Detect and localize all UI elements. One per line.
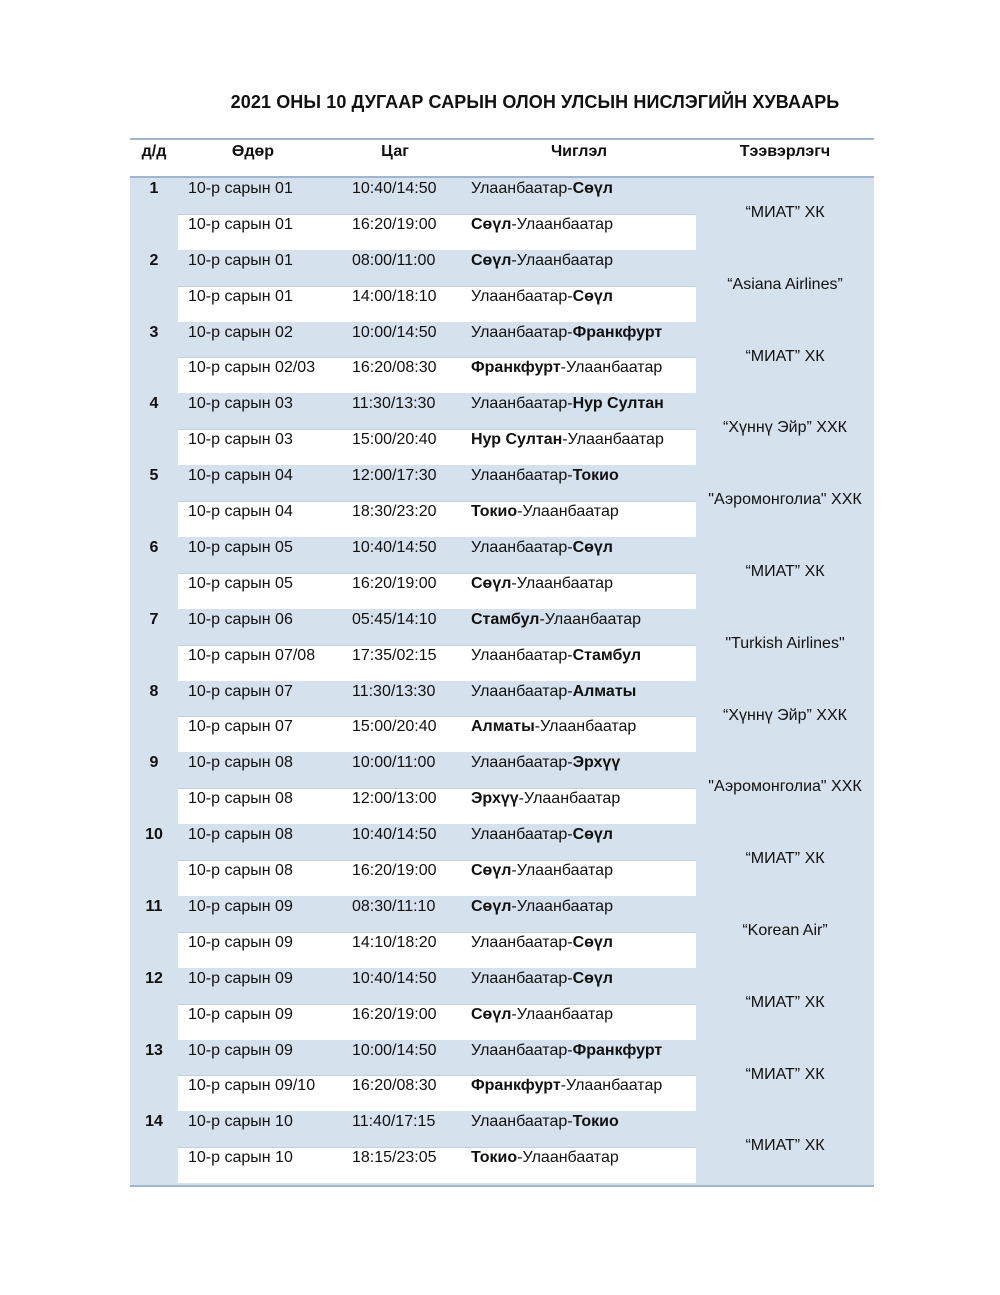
flight-group xyxy=(130,465,874,537)
carrier-name: “МИАТ” ХК xyxy=(745,1065,825,1083)
origin-city: Сөүл xyxy=(471,898,512,915)
flight-direction xyxy=(471,395,664,413)
flight-time: 05:45/14:10 xyxy=(352,610,437,628)
flight-date: 10-р сарын 09 xyxy=(188,898,293,915)
direction-separator: - xyxy=(567,180,573,197)
flight-direction xyxy=(471,862,613,880)
origin-city: Улаанбаатар xyxy=(471,287,568,305)
table-row xyxy=(178,322,696,358)
origin-city: Франкфурт xyxy=(471,1077,561,1095)
direction-separator: - xyxy=(567,323,573,341)
flight-time: 10:40/14:50 xyxy=(352,539,437,556)
row-number: 14 xyxy=(145,1113,163,1131)
flight-time: 16:20/08:30 xyxy=(352,1077,437,1095)
destination-city: Улаанбаатар xyxy=(544,610,642,628)
table-body xyxy=(130,178,874,1187)
destination-city: Улаанбаатар xyxy=(540,718,637,736)
flight-time: 18:15/23:05 xyxy=(352,1149,437,1167)
direction-separator: - xyxy=(567,1041,573,1059)
row-number: 1 xyxy=(149,180,159,197)
carrier-name: "Аэромонголиа" ХХК xyxy=(708,778,862,796)
destination-city: Улаанбаатар xyxy=(567,431,664,449)
flight-direction xyxy=(471,1042,662,1060)
destination-city: Алматы xyxy=(572,682,637,700)
table-row xyxy=(178,968,696,1004)
table-header xyxy=(130,138,874,178)
flight-date: 10-р сарын 07 xyxy=(188,718,293,736)
flight-time: 10:40/14:50 xyxy=(352,969,437,987)
flight-date: 10-р сарын 08 xyxy=(188,790,293,808)
header-time: Цаг xyxy=(381,143,409,160)
flight-date: 10-р сарын 01 xyxy=(188,215,293,233)
flight-direction xyxy=(471,539,613,557)
table-row xyxy=(178,286,696,322)
flight-date: 10-р сарын 05 xyxy=(188,539,293,556)
table-row xyxy=(178,788,696,824)
flight-direction xyxy=(471,359,662,377)
origin-city: Улаанбаатар xyxy=(471,682,568,700)
carrier-name: "Turkish Airlines" xyxy=(725,634,845,652)
destination-city: Франкфурт xyxy=(572,323,663,341)
flight-time: 11:40/17:15 xyxy=(352,1113,436,1131)
origin-city: Сөүл xyxy=(471,1005,512,1023)
flight-date: 10-р сарын 09 xyxy=(188,1005,293,1023)
flight-time: 08:30/11:10 xyxy=(352,898,436,915)
destination-city: Сөүл xyxy=(572,539,613,556)
destination-city: Нур Султан xyxy=(572,395,664,413)
direction-separator: - xyxy=(560,359,566,377)
destination-city: Улаанбаатар xyxy=(516,1005,613,1023)
flight-group xyxy=(130,824,874,896)
direction-separator: - xyxy=(567,1113,573,1131)
origin-city: Улаанбаатар xyxy=(471,1041,568,1059)
row-number: 4 xyxy=(149,395,159,413)
origin-city: Эрхүү xyxy=(471,790,519,808)
direction-separator: - xyxy=(534,718,541,736)
destination-city: Улаанбаатар xyxy=(522,503,619,521)
flight-time: 11:30/13:30 xyxy=(352,395,436,413)
carrier-name: “МИАТ” ХК xyxy=(745,993,825,1011)
carrier-name: “Asiana Airlines” xyxy=(727,275,843,293)
table-row xyxy=(178,860,696,896)
flight-time: 11:30/13:30 xyxy=(352,682,436,700)
table-row xyxy=(178,932,696,968)
flight-time: 16:20/19:00 xyxy=(352,215,437,233)
row-number: 11 xyxy=(145,898,163,915)
flight-group xyxy=(130,178,874,250)
flight-date: 10-р сарын 10 xyxy=(188,1149,293,1167)
table-row xyxy=(178,1111,696,1147)
flight-time: 10:40/14:50 xyxy=(352,826,437,844)
origin-city: Улаанбаатар xyxy=(471,754,568,772)
origin-city: Нур Султан xyxy=(471,431,563,449)
flight-date: 10-р сарын 03 xyxy=(188,395,293,413)
destination-city: Эрхүү xyxy=(572,754,621,772)
origin-city: Улаанбаатар xyxy=(471,826,568,844)
flight-direction xyxy=(471,431,664,449)
flight-group xyxy=(130,681,874,753)
destination-city: Улаанбаатар xyxy=(522,1149,619,1167)
table-row xyxy=(178,681,696,717)
flight-direction xyxy=(471,718,636,736)
direction-separator: - xyxy=(511,574,517,592)
row-number: 5 xyxy=(149,467,159,485)
origin-city: Токио xyxy=(471,1149,518,1167)
origin-city: Стамбул xyxy=(471,610,540,628)
origin-city: Улаанбаатар xyxy=(471,969,568,987)
flight-direction xyxy=(471,252,613,270)
direction-separator: - xyxy=(567,826,573,844)
direction-separator: - xyxy=(511,215,517,233)
table-row xyxy=(178,1040,696,1076)
destination-city: Стамбул xyxy=(572,646,642,664)
flight-date: 10-р сарын 09/10 xyxy=(188,1077,316,1095)
origin-city: Токио xyxy=(471,503,518,521)
page-title: 2021 ОНЫ 10 ДУГААР САРЫН ОЛОН УЛСЫН НИСЛЭГИЙН ХУВААРЬ xyxy=(230,92,840,112)
table-row xyxy=(178,178,696,214)
flight-direction xyxy=(471,288,613,306)
flight-schedule-table xyxy=(130,138,874,1187)
carrier-name: “Хүннү Эйр” ХХК xyxy=(723,419,847,437)
flight-group xyxy=(130,752,874,824)
origin-city: Улаанбаатар xyxy=(471,395,568,413)
table-row xyxy=(178,250,696,286)
table-row xyxy=(178,393,696,429)
direction-separator: - xyxy=(517,1149,523,1167)
flight-direction xyxy=(471,683,636,701)
flight-date: 10-р сарын 09 xyxy=(188,969,293,987)
direction-separator: - xyxy=(518,790,524,808)
destination-city: Улаанбаатар xyxy=(516,574,613,592)
flight-direction xyxy=(471,826,613,844)
carrier-name: “МИАТ” ХК xyxy=(745,850,825,868)
flight-date: 10-р сарын 09 xyxy=(188,1041,293,1059)
direction-separator: - xyxy=(511,898,517,915)
destination-city: Улаанбаатар xyxy=(516,862,613,880)
flight-date: 10-р сарын 08 xyxy=(188,826,293,844)
flight-direction xyxy=(471,1077,662,1095)
table-row xyxy=(178,896,696,932)
flight-direction xyxy=(471,1113,619,1131)
flight-date: 10-р сарын 04 xyxy=(188,503,293,521)
destination-city: Улаанбаатар xyxy=(566,359,663,377)
flight-time: 16:20/19:00 xyxy=(352,574,437,592)
flight-direction xyxy=(471,754,620,772)
flight-direction xyxy=(471,575,613,593)
destination-city: Токио xyxy=(572,1113,619,1131)
destination-city: Сөүл xyxy=(572,933,613,951)
direction-separator: - xyxy=(567,969,573,987)
flight-date: 10-р сарын 06 xyxy=(188,610,293,628)
flight-group xyxy=(130,537,874,609)
flight-time: 10:40/14:50 xyxy=(352,180,437,197)
origin-city: Алматы xyxy=(471,718,535,736)
table-row xyxy=(178,357,696,393)
origin-city: Улаанбаатар xyxy=(471,933,568,951)
flight-direction xyxy=(471,611,641,629)
flight-group xyxy=(130,1040,874,1112)
direction-separator: - xyxy=(562,431,568,449)
row-number: 9 xyxy=(149,754,159,772)
flight-date: 10-р сарын 04 xyxy=(188,467,293,485)
flight-date: 10-р сарын 02/03 xyxy=(188,359,316,377)
row-number: 8 xyxy=(149,682,159,700)
flight-group xyxy=(130,393,874,465)
flight-time: 10:00/14:50 xyxy=(352,323,437,341)
table-row xyxy=(178,752,696,788)
destination-city: Сөүл xyxy=(572,969,613,987)
flight-time: 16:20/19:00 xyxy=(352,862,437,880)
flight-time: 15:00/20:40 xyxy=(352,431,437,449)
flight-date: 10-р сарын 09 xyxy=(188,933,293,951)
carrier-name: “МИАТ” ХК xyxy=(745,1137,825,1155)
destination-city: Улаанбаатар xyxy=(516,251,613,269)
flight-date: 10-р сарын 08 xyxy=(188,754,293,772)
flight-date: 10-р сарын 01 xyxy=(188,180,293,197)
flight-group xyxy=(130,250,874,322)
table-row xyxy=(178,609,696,645)
flight-direction xyxy=(471,790,620,808)
flight-direction xyxy=(471,503,619,521)
row-number: 7 xyxy=(149,610,159,628)
flight-date: 10-р сарын 03 xyxy=(188,431,293,449)
row-number: 2 xyxy=(149,251,159,269)
flight-direction xyxy=(471,467,619,485)
flight-group xyxy=(130,322,874,394)
table-row xyxy=(178,716,696,752)
header-date: Өдөр xyxy=(231,143,275,160)
flight-group xyxy=(130,896,874,968)
direction-separator: - xyxy=(567,646,573,664)
destination-city: Токио xyxy=(572,467,619,485)
flight-time: 15:00/20:40 xyxy=(352,718,437,736)
table-row xyxy=(178,824,696,860)
carrier-name: “Хүннү Эйр” ХХК xyxy=(723,706,847,724)
direction-separator: - xyxy=(511,1005,517,1023)
flight-direction xyxy=(471,216,613,234)
origin-city: Улаанбаатар xyxy=(471,180,568,197)
origin-city: Сөүл xyxy=(471,574,512,592)
flight-time: 16:20/19:00 xyxy=(352,1005,437,1023)
flight-date: 10-р сарын 02 xyxy=(188,323,293,341)
table-row xyxy=(178,501,696,537)
carrier-name: “МИАТ” ХК xyxy=(745,347,825,365)
origin-city: Улаанбаатар xyxy=(471,539,568,556)
flight-direction xyxy=(471,934,613,952)
row-number: 13 xyxy=(145,1041,163,1059)
destination-city: Улаанбаатар xyxy=(516,898,613,915)
direction-separator: - xyxy=(567,933,573,951)
origin-city: Улаанбаатар xyxy=(471,467,568,485)
direction-separator: - xyxy=(567,395,573,413)
header-direction: Чиглэл xyxy=(550,143,608,160)
flight-time: 08:00/11:00 xyxy=(352,251,436,269)
flight-time: 18:30/23:20 xyxy=(352,503,437,521)
origin-city: Франкфурт xyxy=(471,359,561,377)
flight-date: 10-р сарын 01 xyxy=(188,251,293,269)
flight-direction xyxy=(471,1006,613,1024)
flight-time: 14:00/18:10 xyxy=(352,287,437,305)
direction-separator: - xyxy=(567,467,573,485)
table-row xyxy=(178,214,696,250)
direction-separator: - xyxy=(517,503,523,521)
flight-group xyxy=(130,968,874,1040)
table-row xyxy=(178,645,696,681)
header-carrier: Тээвэрлэгч xyxy=(739,143,831,160)
flight-direction xyxy=(471,324,662,342)
destination-city: Улаанбаатар xyxy=(516,215,613,233)
carrier-name: “МИАТ” ХК xyxy=(745,563,825,580)
table-row xyxy=(178,1147,696,1183)
origin-city: Сөүл xyxy=(471,862,512,880)
flight-direction xyxy=(471,180,613,198)
destination-city: Сөүл xyxy=(572,826,613,844)
carrier-name: “МИАТ” ХК xyxy=(745,204,825,221)
direction-separator: - xyxy=(567,754,573,772)
origin-city: Сөүл xyxy=(471,251,512,269)
destination-city: Улаанбаатар xyxy=(566,1077,663,1095)
header-no: д/д xyxy=(141,143,167,160)
row-number: 3 xyxy=(149,323,159,341)
flight-direction xyxy=(471,970,613,988)
flight-date: 10-р сарын 05 xyxy=(188,574,293,592)
table-row xyxy=(178,537,696,573)
flight-time: 17:35/02:15 xyxy=(352,646,437,664)
direction-separator: - xyxy=(567,539,573,556)
row-number: 10 xyxy=(145,826,163,844)
flight-time: 12:00/17:30 xyxy=(352,467,437,485)
flight-time: 14:10/18:20 xyxy=(352,933,437,951)
flight-direction xyxy=(471,647,641,665)
flight-time: 12:00/13:00 xyxy=(352,790,437,808)
flight-date: 10-р сарын 10 xyxy=(188,1113,293,1131)
destination-city: Франкфурт xyxy=(572,1041,663,1059)
flight-time: 10:00/14:50 xyxy=(352,1041,437,1059)
row-number: 12 xyxy=(145,969,163,987)
direction-separator: - xyxy=(511,862,517,880)
origin-city: Сөүл xyxy=(471,215,512,233)
origin-city: Улаанбаатар xyxy=(471,1113,568,1131)
carrier-name: “Korean Air” xyxy=(742,922,828,939)
carrier-name: "Аэромонголиа" ХХК xyxy=(708,491,862,509)
table-row xyxy=(178,1004,696,1040)
flight-time: 16:20/08:30 xyxy=(352,359,437,377)
origin-city: Улаанбаатар xyxy=(471,646,568,664)
flight-date: 10-р сарын 07 xyxy=(188,682,293,700)
direction-separator: - xyxy=(539,610,545,628)
flight-group xyxy=(130,1111,874,1183)
direction-separator: - xyxy=(560,1077,566,1095)
flight-date: 10-р сарын 01 xyxy=(188,287,293,305)
direction-separator: - xyxy=(567,287,573,305)
table-row xyxy=(178,429,696,465)
flight-date: 10-р сарын 08 xyxy=(188,862,293,880)
direction-separator: - xyxy=(567,682,573,700)
destination-city: Сөүл xyxy=(572,180,613,197)
flight-date: 10-р сарын 07/08 xyxy=(188,646,316,664)
direction-separator: - xyxy=(511,251,517,269)
flight-group xyxy=(130,609,874,681)
flight-direction xyxy=(471,1149,619,1167)
row-number: 6 xyxy=(149,539,159,556)
table-row xyxy=(178,465,696,501)
destination-city: Улаанбаатар xyxy=(523,790,621,808)
flight-time: 10:00/11:00 xyxy=(352,754,436,772)
table-row xyxy=(178,573,696,609)
table-row xyxy=(178,1075,696,1111)
flight-direction xyxy=(471,898,613,916)
origin-city: Улаанбаатар xyxy=(471,323,568,341)
destination-city: Сөүл xyxy=(572,287,613,305)
